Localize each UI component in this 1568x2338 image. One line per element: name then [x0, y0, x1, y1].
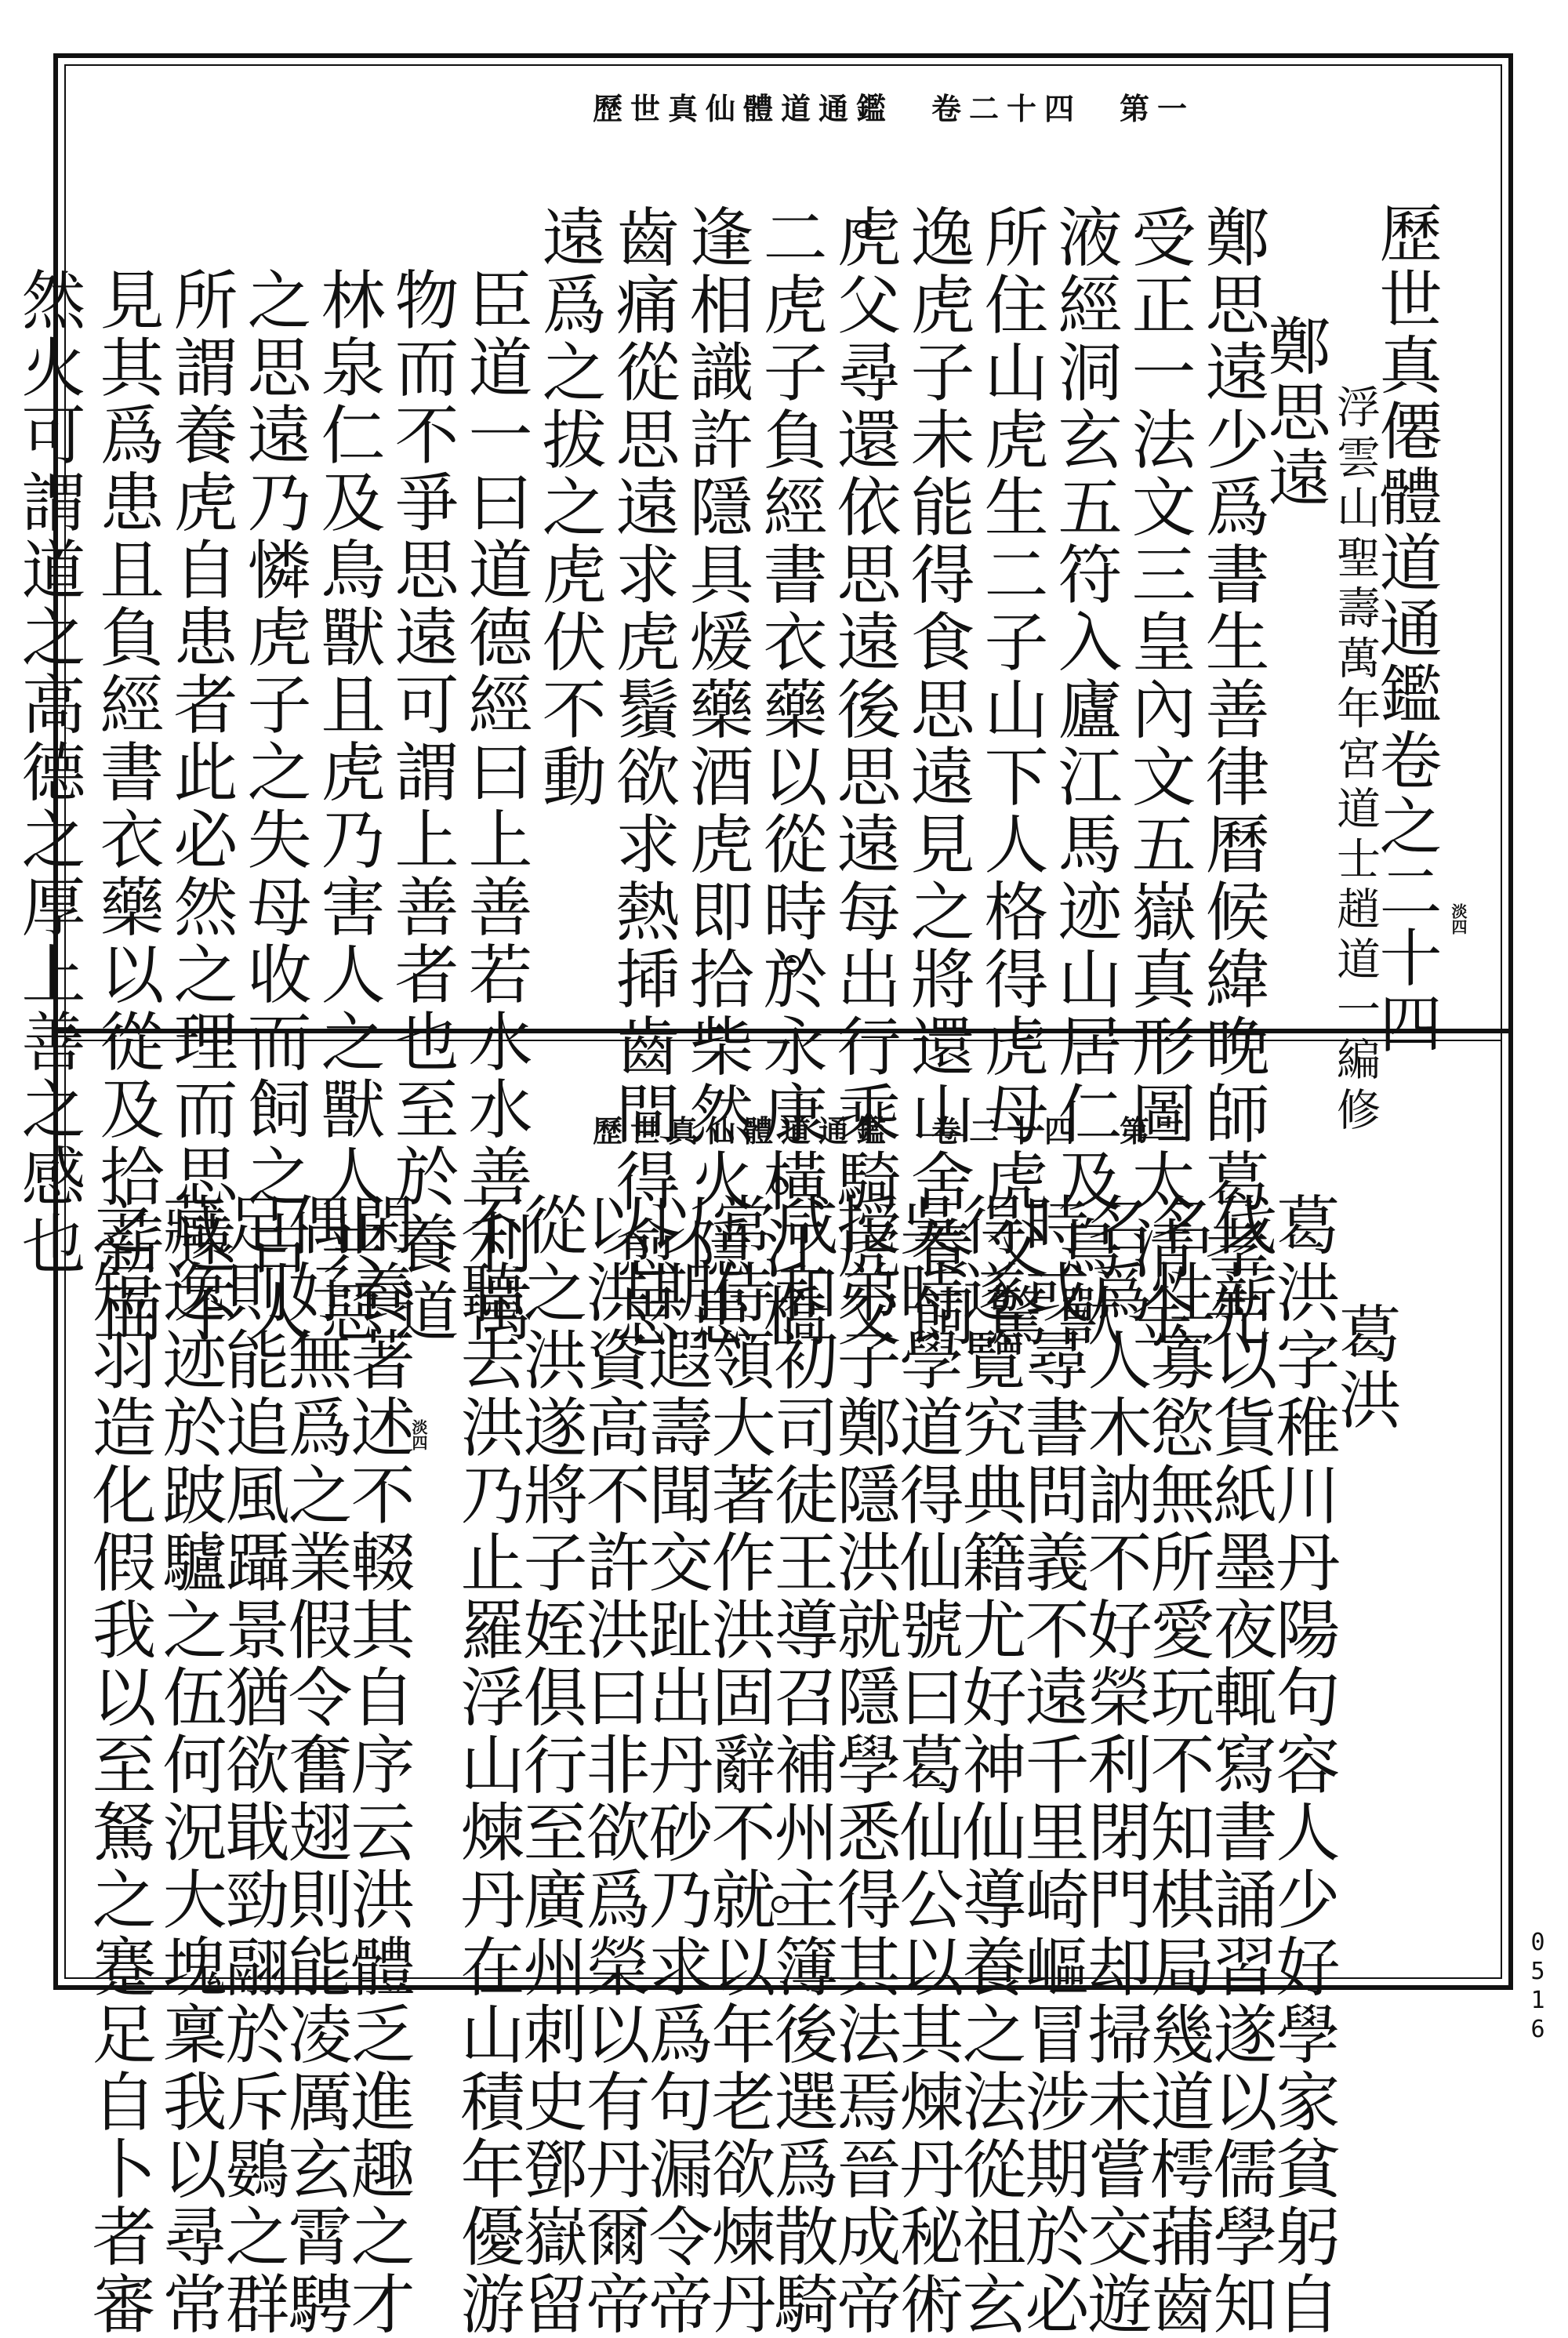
upper-commentary-line: 見其爲患且負經書衣藥以從及拾薪而: [89, 267, 164, 1345]
upper-body-line: 逸虎子未能得食思遠見之將還山舍養飼: [900, 204, 975, 1350]
upper-commentary-line: 物而不爭思遠可謂上善者也至於養道: [384, 267, 459, 1345]
lower-body-line: 咸和初司徒王導召補州主簿後選爲散騎: [764, 1192, 838, 2338]
upper-punctuation-circle: [784, 955, 801, 972]
upper-body-line: 遠爲之拔之虎伏不動: [532, 204, 606, 811]
upper-commentary-line: 所謂養虎自患者此必然之理而思遠不: [163, 267, 238, 1345]
upper-body-line: 所住山虎生二子山下人格得虎母虎父驚: [974, 204, 1048, 1350]
lower-body-line: 名性寡慾無所愛玩不知棋局幾道樗蒱齒: [1140, 1192, 1214, 2338]
lower-margin-mark: 淡四: [409, 1419, 428, 1450]
upper-compiler-line: 浮雲山聖壽萬年宮道士趙道一編修: [1330, 384, 1381, 1137]
upper-body-line: 受正一法文三皇內文五嶽真形圖太清金: [1121, 204, 1196, 1350]
upper-commentary-line: 臣道一曰道德經曰上善若水水善利萬: [458, 267, 532, 1345]
lower-body-line: 常侍領大著作洪固辭不就以年老欲煉丹: [701, 1192, 775, 2338]
lower-body-line: 之短羽造化假我以至駑之蹇足自卜者審: [82, 1192, 156, 2338]
lower-body-line: 時或尋書問義不遠千里崎嶇冒涉期於必: [1014, 1192, 1089, 2338]
upper-punctuation-circle: [855, 221, 872, 238]
lower-running-head: 歷世真仙體道通鑑 卷二十四 第二: [592, 1113, 1195, 1149]
lower-body-line: 不聽去洪乃止羅浮山煉丹在山積年優游: [450, 1192, 524, 2338]
upper-commentary-line: 之思遠乃憐虎子之失母收而飼之古人: [237, 267, 311, 1345]
upper-body-line: 液經洞玄五符入廬江馬迹山居仁及鳥獸: [1047, 204, 1122, 1350]
lower-body-line: 偶好無爲之業假令奮翅則能凌厲玄霄騁: [278, 1192, 352, 2338]
page-number: 0516: [1524, 1929, 1552, 2045]
upper-margin-mark: 淡四: [1449, 903, 1468, 935]
upper-commentary-line-last: 然火可謂道之高德之厚上善之感也: [11, 267, 85, 1278]
upper-body-line: 鄭思遠少爲書生善律曆候緯晚師葛孝先: [1195, 204, 1269, 1350]
upper-body-line: 虎父尋還依思遠後思遠每出行乘騎虎父: [826, 204, 901, 1350]
lower-body-line: 名爲人木訥不好榮利閉門却掃未嘗交遊: [1077, 1192, 1152, 2338]
lower-punctuation-circle: [771, 1896, 789, 1913]
lower-body-line: 閑養著述不輟其自序云洪體乏進趣之才: [340, 1192, 415, 2338]
lower-body-line: 以期遐壽聞交趾出丹砂乃求爲句漏令帝: [638, 1192, 713, 2338]
lower-body-line: 以洪資高不許洪曰非欲爲榮以有丹爾帝: [575, 1192, 650, 2338]
lower-punctuation-circle: [771, 1178, 789, 1195]
lower-body-line: 授弟子鄭隱洪就隱學悉得其法焉晉成帝: [826, 1192, 901, 2338]
upper-book-title: 歷世真僊體道通鑑卷之二十四: [1369, 201, 1442, 1057]
upper-body-line: 齒痛從思遠求虎鬚欲求熱揷齒間得愈思: [605, 204, 680, 1350]
upper-running-head: 歷世真仙體道通鑑 卷二十四 第一: [592, 91, 1195, 126]
upper-body-line: 逢相識許隱具煖藥酒虎即拾柴然火隱患: [679, 204, 753, 1350]
upper-biography-heading: 鄭思遠: [1258, 314, 1330, 511]
upper-commentary-line: 林泉仁及鳥獸且虎乃害人之獸人共惡: [310, 267, 385, 1345]
lower-body-line: 吳時學道得仙號曰葛仙公以其煉丹秘術: [889, 1192, 964, 2338]
lower-body-line: 足則能追風躡景猶欲戢勁翮於斥鷃之群: [215, 1192, 289, 2338]
lower-body-line: 從之洪遂將子姪俱行至廣州刺史鄧嶽留: [513, 1192, 587, 2338]
lower-body-line: 伐薪以貨紙墨夜輒寫書誦習遂以儒學知: [1203, 1192, 1277, 2338]
lower-body-line: 得遂覽究典籍尤好神仙導養之法從祖玄: [952, 1192, 1026, 2338]
lower-biography-heading: 葛洪: [1328, 1302, 1401, 1433]
upper-body-line: 二虎子負經書衣藥以從時於永康橫江橋: [753, 204, 827, 1350]
lower-body-line: 藏逸迹於跛驢之伍何況大塊稟我以尋常: [152, 1192, 227, 2338]
lower-body-line: 葛洪字稚川丹陽句容人少好學家貧躬自: [1265, 1192, 1340, 2338]
